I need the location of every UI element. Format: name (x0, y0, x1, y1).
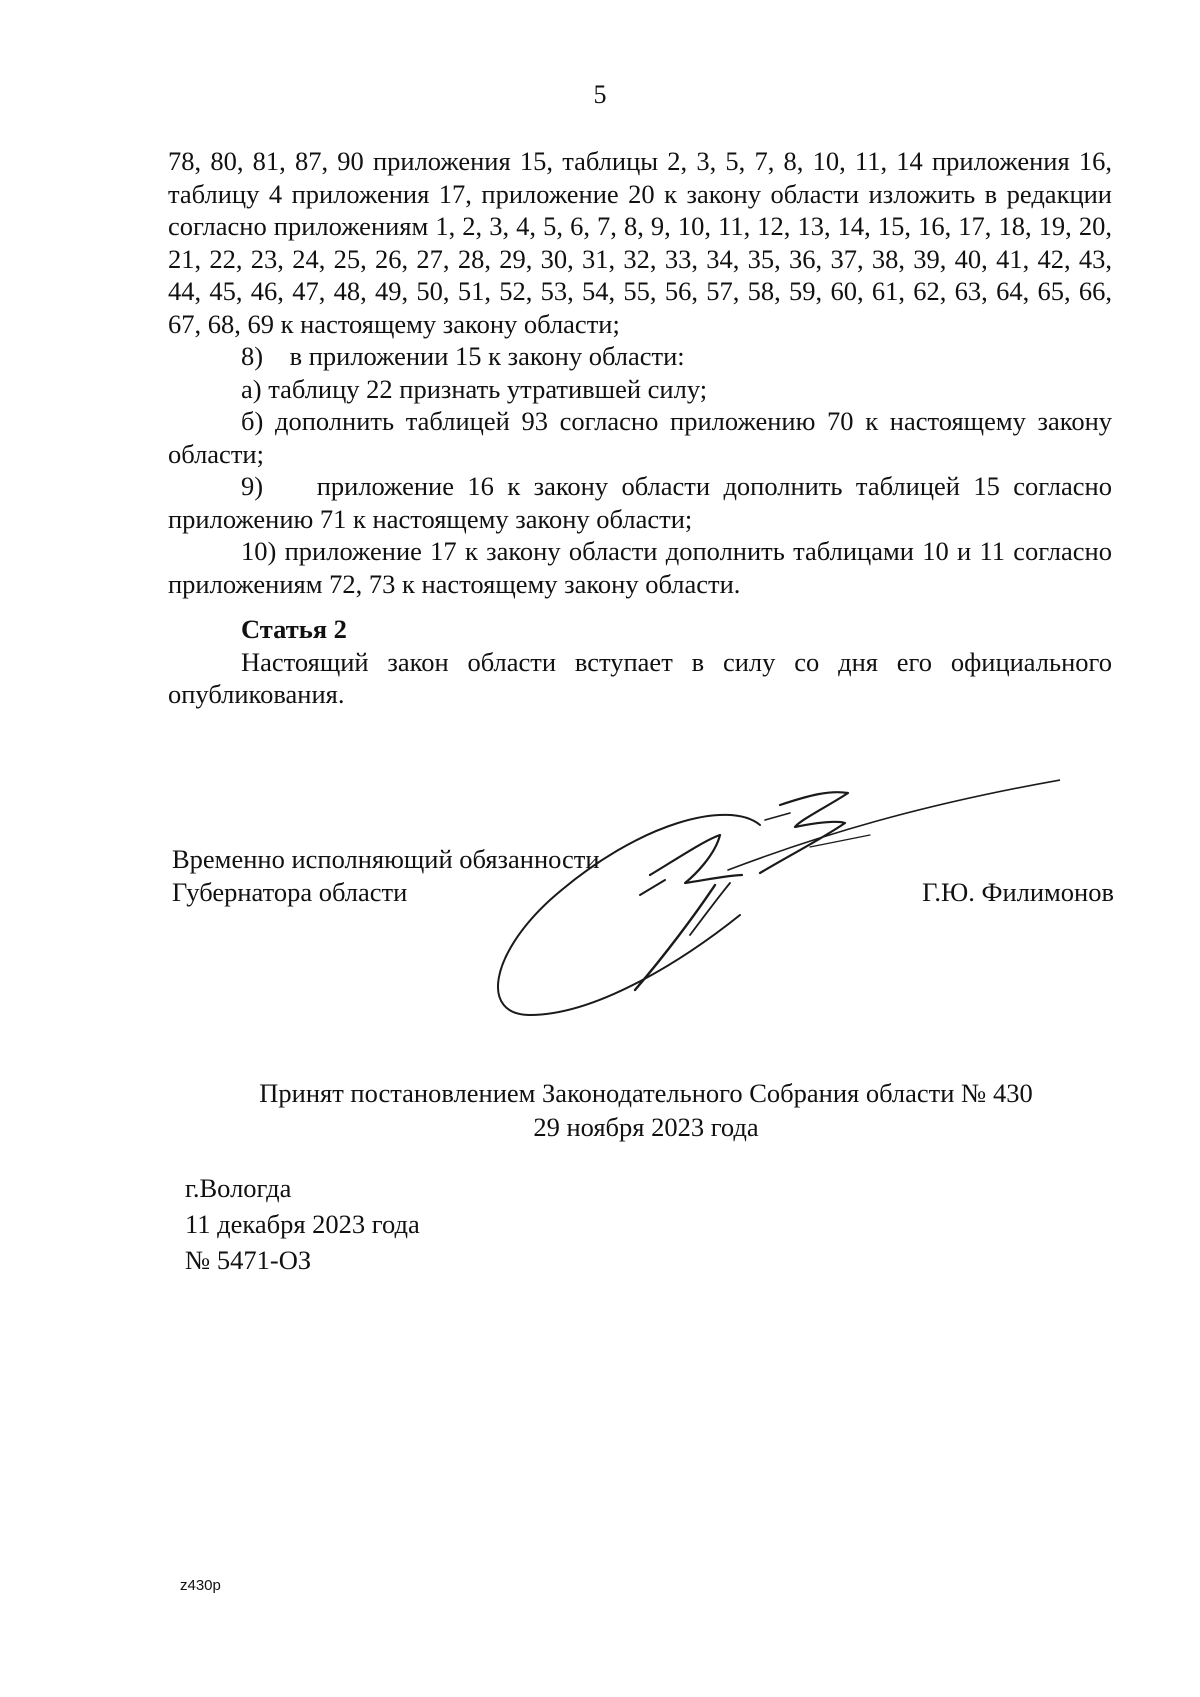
law-number: № 5471-ОЗ (185, 1245, 312, 1275)
adoption-line-2: 29 ноября 2023 года (533, 1112, 759, 1142)
signatory-name: Г.Ю. Филимонов (922, 877, 1114, 907)
law-date: 11 декабря 2023 года (185, 1209, 420, 1239)
adoption-note (0, 1076, 1200, 1144)
law-amendments-text (168, 145, 1112, 600)
paragraph-continuation: 78, 80, 81, 87, 90 приложения 15, таблицы 2, 3, 5, 7, 8, 10, 11, 14 приложения 16, таблицу 4 приложения 17, приложение 20 к закону области изложить в редакции согласно приложениям 1, 2, 3, 4, 5, 6, 7, 8, 9, 10, 11, 12, 13, 14, 15, 16, 17, 18, 19, 20, 21, 22, 23, 24, 25, 26, 27, 28, 29, 30, 31, 32, 33, 34, 35, 36, 37, 38, 39, 40, 41, 42, 43, 44, 45, 46, 47, 48, 49, 50, 51, 52, 53, 54, 55, 56, 57, 58, 59, 60, 61, 62, 63, 64, 65, 66, 67, 68, 69 к настоящему закону области; (168, 146, 1112, 339)
paragraph-item-9: 9) приложение 16 к закону области дополнить таблицей 15 согласно приложению 71 к настоящему закону области; (168, 471, 1112, 534)
article-2-text: Настоящий закон области вступает в силу со дня его официального опубликования. (168, 646, 1112, 709)
signatory-role-line-1: Временно исполняющий обязанности (172, 844, 600, 874)
article-2-heading: Статья 2 (241, 614, 347, 644)
paragraph-item-8: 8) в приложении 15 к закону области: (241, 341, 685, 371)
page-number: 5 (593, 80, 607, 109)
city: г.Вологда (185, 1173, 292, 1203)
paragraph-item-8b: б) дополнить таблицей 93 согласно приложению 70 к настоящему закону области; (168, 406, 1112, 469)
signatory-role-line-2: Губернатора области (172, 876, 408, 907)
adoption-line-1: Принят постановлением Законодательного Собрания области № 430 (259, 1078, 1033, 1108)
paragraph-item-8a: а) таблицу 22 признать утратившей силу; (241, 373, 708, 404)
place-date-number (185, 1170, 420, 1278)
article-2 (168, 613, 1112, 711)
paragraph-item-10: 10) приложение 17 к закону области дополнить таблицами 10 и 11 согласно приложениям 72, 73 к настоящему закону области. (168, 536, 1112, 599)
document-code: z430p (180, 1577, 221, 1594)
